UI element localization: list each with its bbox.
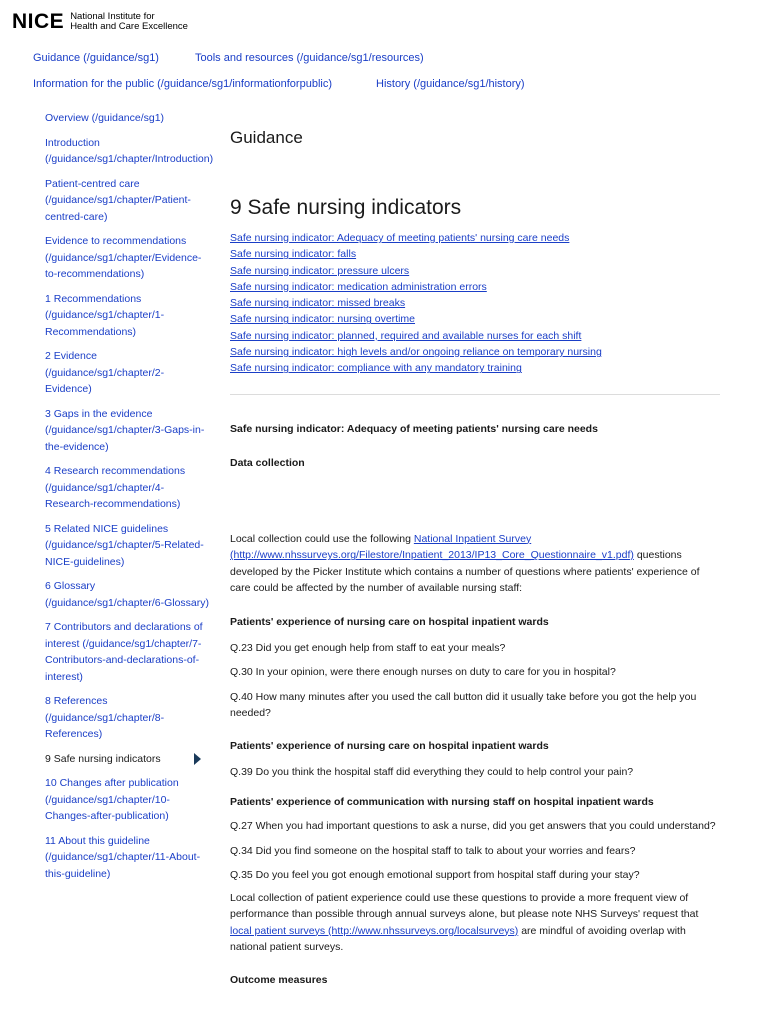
outcome-measures-heading: Outcome measures bbox=[230, 973, 328, 986]
sidebar-item-safe-nursing-indicators[interactable] bbox=[45, 751, 210, 768]
sidebar-item-evidence[interactable]: 2 Evidence (/guidance/sg1/chapter/2-Evidence) bbox=[45, 350, 165, 395]
toc-link-medication-errors[interactable]: Safe nursing indicator: medication administration errors bbox=[230, 280, 487, 293]
toc-link-nursing-overtime[interactable]: Safe nursing indicator: nursing overtime bbox=[230, 313, 416, 326]
sidebar-item-evidence-to-recommendations[interactable]: Evidence to recommendations (/guidance/sg1/chapter/Evidence-to-recommendations) bbox=[45, 235, 202, 280]
question-q39: Q.39 Do you think the hospital staff did everything they could to help control your pain? bbox=[230, 765, 634, 778]
local-experience-text-before: Local collection of patient experience could use these questions to provide a more frequent view of performance than possible through annual surveys alone, but please note NHS Surveys' request that bbox=[230, 891, 699, 921]
sidebar-item-research-recommendations[interactable]: 4 Research recommendations (/guidance/sg1/chapter/4-Research-recommendations) bbox=[45, 465, 186, 510]
guidance-heading: Guidance bbox=[230, 128, 303, 147]
sidebar-item-introduction[interactable]: Introduction (/guidance/sg1/chapter/Introduction) bbox=[45, 136, 214, 165]
nav-guidance-link[interactable]: Guidance (/guidance/sg1) bbox=[33, 52, 159, 64]
nice-logo[interactable] bbox=[12, 10, 188, 34]
sidebar-item-patient-centred-care[interactable]: Patient-centred care (/guidance/sg1/chapter/Patient-centred-care) bbox=[45, 177, 191, 223]
toc-link-mandatory-training[interactable]: Safe nursing indicator: compliance with any mandatory training bbox=[230, 362, 522, 375]
toc-link-missed-breaks[interactable]: Safe nursing indicator: missed breaks bbox=[230, 297, 406, 310]
question-q34: Q.34 Did you find someone on the hospital staff to talk to about your worries and fears? bbox=[230, 844, 636, 857]
logo-mark: NICE bbox=[12, 10, 65, 33]
indicator-toc bbox=[230, 230, 720, 377]
subheading-nursing-care-1: Patients' experience of nursing care on hospital inpatient wards bbox=[230, 615, 549, 628]
local-collection-text-before: Local collection could use the following bbox=[230, 532, 414, 545]
toc-link-planned-nurses[interactable]: Safe nursing indicator: planned, required and available nurses for each shift bbox=[230, 329, 582, 342]
local-collection-paragraph bbox=[230, 531, 720, 597]
sidebar-item-glossary[interactable]: 6 Glossary (/guidance/sg1/chapter/6-Glossary) bbox=[45, 580, 209, 609]
sidebar-item-related-guidelines[interactable]: 5 Related NICE guidelines (/guidance/sg1/chapter/5-Related-NICE-guidelines) bbox=[45, 522, 204, 568]
logo-line1: National Institute for bbox=[70, 11, 155, 22]
question-q27: Q.27 When you had important questions to ask a nurse, did you get answers that you could understand? bbox=[230, 820, 716, 833]
logo-line2: Health and Care Excellence bbox=[70, 21, 188, 32]
section-divider bbox=[230, 394, 720, 395]
question-q40: Q.40 How many minutes after you used the call button did it usually take before you got the help you needed? bbox=[230, 690, 697, 720]
question-q23: Q.23 Did you get enough help from staff to eat your meals? bbox=[230, 641, 506, 654]
local-experience-text-after: are mindful of avoiding overlap with national patient surveys. bbox=[230, 924, 686, 954]
toc-link-falls[interactable]: Safe nursing indicator: falls bbox=[230, 248, 357, 261]
subheading-nursing-care-2: Patients' experience of nursing care on hospital inpatient wards bbox=[230, 739, 549, 752]
chapter-nav bbox=[45, 110, 214, 890]
data-collection-heading: Data collection bbox=[230, 456, 305, 469]
local-patient-experience-paragraph bbox=[230, 890, 720, 956]
toc-link-pressure-ulcers[interactable]: Safe nursing indicator: pressure ulcers bbox=[230, 264, 410, 277]
national-inpatient-survey-link[interactable]: National Inpatient Survey (http://www.nhssurveys.org/Filestore/Inpatient_2013/IP13_Core_Questionnaire_v1.pdf) bbox=[230, 532, 634, 562]
toc-link-temporary-nursing[interactable]: Safe nursing indicator: high levels and/or ongoing reliance on temporary nursing bbox=[230, 346, 602, 359]
page-title: 9 Safe nursing indicators bbox=[230, 196, 462, 219]
sidebar-item-contributors[interactable]: 7 Contributors and declarations of interest (/guidance/sg1/chapter/7-Contributors-and-declarations-of-interest) bbox=[45, 621, 203, 683]
sidebar-item-changes-after-publication[interactable]: 10 Changes after publication (/guidance/sg1/chapter/10-Changes-after-publication) bbox=[45, 777, 179, 822]
question-q35: Q.35 Do you feel you got enough emotional support from hospital staff during your stay? bbox=[230, 869, 640, 882]
logo-text bbox=[70, 12, 188, 32]
question-q30: Q.30 In your opinion, were there enough nurses on duty to care for you in hospital? bbox=[230, 666, 616, 679]
local-collection-text-after: questions developed by the Picker Institute which contains a number of questions where patients' experience of care could be affected by the number of available nursing staff: bbox=[230, 549, 700, 595]
subheading-communication: Patients' experience of communication with nursing staff on hospital inpatient wards bbox=[230, 796, 654, 809]
nav-public-info-link[interactable]: Information for the public (/guidance/sg1/informationforpublic) bbox=[33, 78, 332, 90]
nav-history-link[interactable]: History (/guidance/sg1/history) bbox=[376, 78, 525, 90]
nav-tools-link[interactable]: Tools and resources (/guidance/sg1/resources) bbox=[195, 52, 424, 64]
sidebar-item-about-guideline[interactable]: 11 About this guideline (/guidance/sg1/chapter/11-About-this-guideline) bbox=[45, 834, 201, 880]
sidebar-item-label: 9 Safe nursing indicators bbox=[45, 752, 161, 765]
sidebar-item-overview[interactable]: Overview (/guidance/sg1) bbox=[45, 112, 165, 124]
toc-link-adequacy[interactable]: Safe nursing indicator: Adequacy of meeting patients' nursing care needs bbox=[230, 232, 570, 244]
section-heading-adequacy: Safe nursing indicator: Adequacy of meeting patients' nursing care needs bbox=[230, 422, 598, 435]
sidebar-item-recommendations[interactable]: 1 Recommendations (/guidance/sg1/chapter/1-Recommendations) bbox=[45, 292, 165, 338]
local-patient-surveys-link[interactable]: local patient surveys (http://www.nhssurveys.org/localsurveys) bbox=[230, 924, 519, 937]
current-page-arrow-icon bbox=[194, 753, 201, 765]
sidebar-item-gaps[interactable]: 3 Gaps in the evidence (/guidance/sg1/chapter/3-Gaps-in-the-evidence) bbox=[45, 407, 205, 453]
main-content bbox=[230, 128, 720, 986]
sidebar-item-references[interactable]: 8 References (/guidance/sg1/chapter/8-References) bbox=[45, 695, 165, 740]
